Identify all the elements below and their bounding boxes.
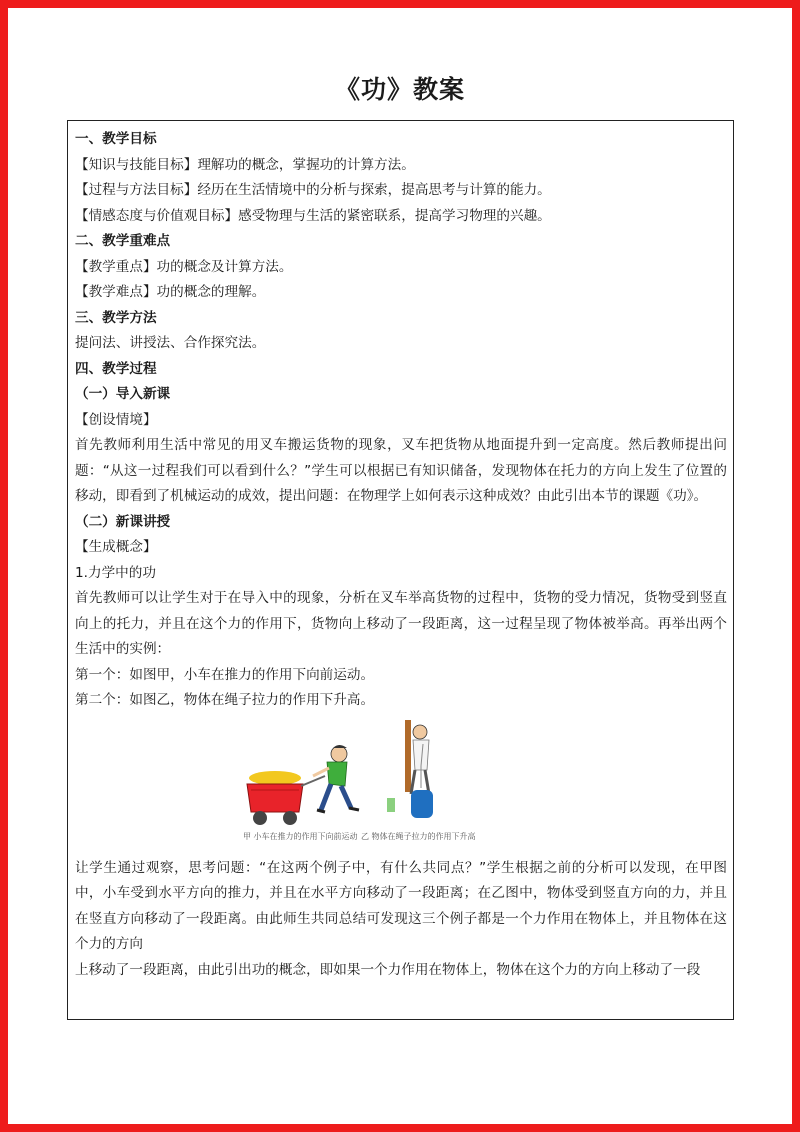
goal-process: 【过程与方法目标】经历在生活情境中的分析与探索，提高思考与计算的能力。 — [75, 182, 551, 198]
label-concept: 【生成概念】 — [75, 539, 157, 555]
subheading-new-lesson: （二）新课讲授 — [75, 513, 171, 530]
difficult-point: 【教学难点】功的概念的理解。 — [75, 284, 266, 300]
goal-knowledge: 【知识与技能目标】理解功的概念，掌握功的计算方法。 — [75, 156, 415, 173]
cart-push-illustration — [247, 745, 359, 825]
example-one: 第一个：如图甲，小车在推力的作用下向前运动。 — [75, 666, 375, 683]
subheading-intro: （一）导入新课 — [75, 386, 171, 402]
figure-examples — [75, 714, 727, 856]
methods-text: 提问法、讲授法、合作探究法。 — [75, 335, 266, 351]
paragraph-intro: 首先教师利用生活中常见的用叉车搬运货物的现象，叉车把货物从地面提升到一定高度。然后教师提出问题：“从这一过程我们可以看到什么？”学生可以根据已有知识储备，发现物体在托力的方向上发生了位置的移动，即看到了机械运动的成效，提出问题：在物理学上如何表示这种成效？由此引出本节的课题《功》。 — [75, 437, 727, 504]
section-heading-keypoints: 二、教学重难点 — [75, 233, 171, 249]
key-point: 【教学重点】功的概念及计算方法。 — [75, 258, 293, 275]
lesson-plan-table — [67, 120, 734, 1020]
section-heading-process: 四、教学过程 — [75, 360, 157, 377]
figure-caption-a: 甲 小车在推力的作用下向前运动 — [243, 831, 358, 841]
heading-work-in-mechanics: 1.力学中的功 — [75, 564, 156, 581]
document-title: 《功》教案 — [334, 75, 465, 104]
rope-lift-illustration — [387, 720, 433, 818]
section-heading-goals: 一、教学目标 — [75, 131, 157, 147]
section-heading-methods: 三、教学方法 — [75, 309, 157, 326]
label-scenario: 【创设情境】 — [75, 411, 157, 428]
paragraph-concept: 首先教师可以让学生对于在导入中的现象，分析在叉车举高货物的过程中，货物的受力情况，货物受到竖直向上的托力，并且在这个力的作用下，货物向上移动了一段距离，这一过程呈现了物体被举高。再举出两个生活中的实例： — [75, 590, 727, 657]
example-two: 第二个：如图乙，物体在绳子拉力的作用下升高。 — [75, 692, 375, 708]
figure-caption-b: 乙 物体在绳子拉力的作用下升高 — [361, 831, 476, 841]
paragraph-observe: 让学生通过观察，思考问题：“在这两个例子中，有什么共同点？”学生根据之前的分析可以发现，在甲图中，小车受到水平方向的推力，并且在水平方向移动了一段距离；在乙图中，物体受到竖直方向的力，并且在竖直方向移动了一段距离。由此师生共同总结可发现这三个例子都是一个力作用在物体上，并且物体在这个力的方向 — [75, 859, 727, 952]
goal-attitude: 【情感态度与价值观目标】感受物理与生活的紧密联系，提高学习物理的兴趣。 — [75, 207, 551, 224]
last-line: 上移动了一段距离，由此引出功的概念，即如果一个力作用在物体上，物体在这个力的方向上移动了一段 — [75, 961, 701, 978]
